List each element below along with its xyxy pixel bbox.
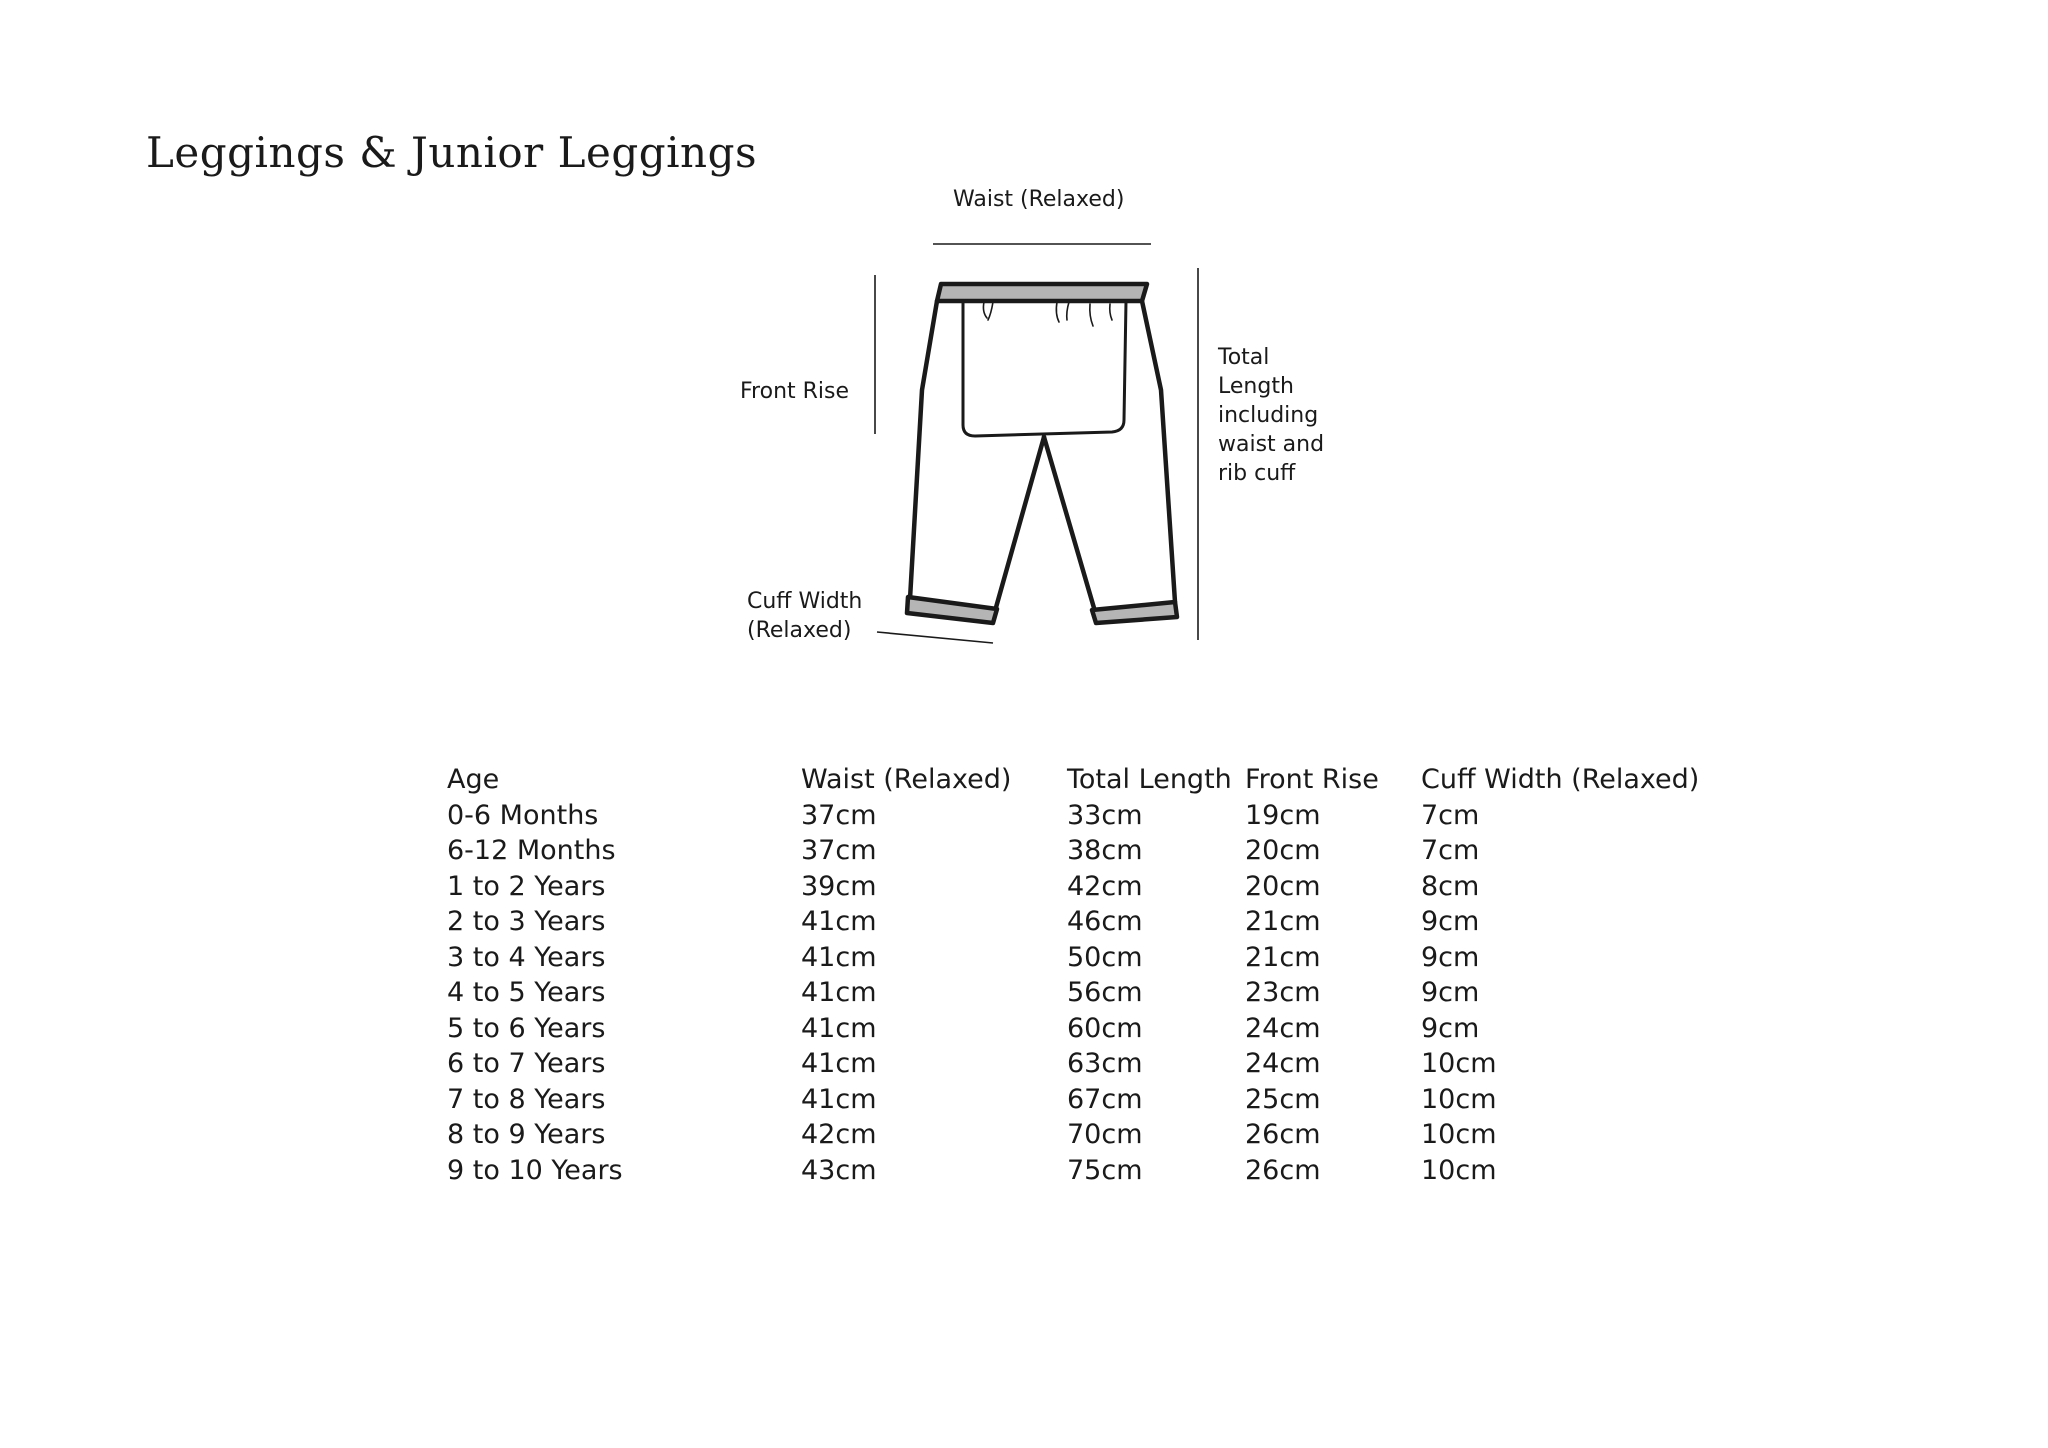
leggings-diagram xyxy=(0,0,2048,700)
cell-front-rise: 25cm xyxy=(1245,1083,1321,1115)
cell-cuff-width: 7cm xyxy=(1421,835,1480,867)
table-row xyxy=(447,904,1721,940)
cell-waist: 41cm xyxy=(801,977,877,1009)
table-row xyxy=(447,798,1721,834)
table-header-row xyxy=(447,762,1721,798)
cell-front-rise: 26cm xyxy=(1245,1119,1321,1151)
cell-cuff-width: 9cm xyxy=(1421,977,1480,1009)
cell-total-length: 33cm xyxy=(1067,799,1143,831)
header-total-length: Total Length xyxy=(1067,764,1232,796)
table-row xyxy=(447,1153,1721,1189)
cell-waist: 41cm xyxy=(801,906,877,938)
cell-total-length: 42cm xyxy=(1067,870,1143,902)
total-length-label: Total Length including waist and rib cuff xyxy=(1218,345,1325,486)
table-row xyxy=(447,1082,1721,1118)
cell-total-length: 56cm xyxy=(1067,977,1143,1009)
table-row xyxy=(447,1046,1721,1082)
left-rib-cuff xyxy=(907,597,997,623)
cell-total-length: 60cm xyxy=(1067,1012,1143,1044)
cell-waist: 41cm xyxy=(801,1048,877,1080)
cell-waist: 42cm xyxy=(801,1119,877,1151)
cell-waist: 43cm xyxy=(801,1154,877,1186)
waist-label: Waist (Relaxed) xyxy=(953,187,1125,212)
cell-age: 9 to 10 Years xyxy=(447,1154,623,1186)
cell-total-length: 46cm xyxy=(1067,906,1143,938)
cell-cuff-width: 10cm xyxy=(1421,1083,1497,1115)
cell-total-length: 63cm xyxy=(1067,1048,1143,1080)
cell-waist: 37cm xyxy=(801,835,877,867)
cell-cuff-width: 10cm xyxy=(1421,1154,1497,1186)
table-row xyxy=(447,833,1721,869)
cell-cuff-width: 10cm xyxy=(1421,1119,1497,1151)
cell-waist: 39cm xyxy=(801,870,877,902)
cell-waist: 37cm xyxy=(801,799,877,831)
leggings-outline xyxy=(907,284,1177,623)
cell-total-length: 50cm xyxy=(1067,941,1143,973)
cell-age: 6 to 7 Years xyxy=(447,1048,606,1080)
cell-age: 2 to 3 Years xyxy=(447,906,606,938)
cell-front-rise: 19cm xyxy=(1245,799,1321,831)
size-table xyxy=(447,762,1721,1188)
cell-cuff-width: 9cm xyxy=(1421,1012,1480,1044)
table-row xyxy=(447,1011,1721,1047)
cell-front-rise: 21cm xyxy=(1245,906,1321,938)
cell-total-length: 38cm xyxy=(1067,835,1143,867)
table-row xyxy=(447,975,1721,1011)
waistband xyxy=(937,284,1147,301)
cell-cuff-width: 8cm xyxy=(1421,870,1480,902)
table-row xyxy=(447,869,1721,905)
cuff-width-label: Cuff Width (Relaxed) xyxy=(747,589,863,643)
front-pocket xyxy=(963,301,1126,436)
cell-age: 5 to 6 Years xyxy=(447,1012,606,1044)
right-rib-cuff xyxy=(1092,602,1177,623)
cell-front-rise: 24cm xyxy=(1245,1048,1321,1080)
header-front-rise: Front Rise xyxy=(1245,764,1379,796)
cell-age: 8 to 9 Years xyxy=(447,1119,606,1151)
cell-waist: 41cm xyxy=(801,1012,877,1044)
cell-front-rise: 20cm xyxy=(1245,870,1321,902)
cell-front-rise: 24cm xyxy=(1245,1012,1321,1044)
cell-total-length: 75cm xyxy=(1067,1154,1143,1186)
front-rise-label: Front Rise xyxy=(740,379,850,404)
header-cuff-width: Cuff Width (Relaxed) xyxy=(1421,764,1700,796)
cell-cuff-width: 9cm xyxy=(1421,906,1480,938)
cell-age: 4 to 5 Years xyxy=(447,977,606,1009)
cell-cuff-width: 10cm xyxy=(1421,1048,1497,1080)
cell-total-length: 67cm xyxy=(1067,1083,1143,1115)
cell-age: 7 to 8 Years xyxy=(447,1083,606,1115)
cell-total-length: 70cm xyxy=(1067,1119,1143,1151)
cell-front-rise: 26cm xyxy=(1245,1154,1321,1186)
cell-age: 3 to 4 Years xyxy=(447,941,606,973)
cell-cuff-width: 9cm xyxy=(1421,941,1480,973)
cell-age: 0-6 Months xyxy=(447,799,599,831)
cell-age: 6-12 Months xyxy=(447,835,616,867)
page-title: Leggings & Junior Leggings xyxy=(146,128,758,177)
table-row xyxy=(447,1117,1721,1153)
cell-waist: 41cm xyxy=(801,941,877,973)
cell-front-rise: 23cm xyxy=(1245,977,1321,1009)
header-waist: Waist (Relaxed) xyxy=(801,764,1012,796)
table-row xyxy=(447,940,1721,976)
cell-front-rise: 21cm xyxy=(1245,941,1321,973)
cell-front-rise: 20cm xyxy=(1245,835,1321,867)
cell-waist: 41cm xyxy=(801,1083,877,1115)
header-age: Age xyxy=(447,764,500,796)
cell-age: 1 to 2 Years xyxy=(447,870,606,902)
cell-cuff-width: 7cm xyxy=(1421,799,1480,831)
